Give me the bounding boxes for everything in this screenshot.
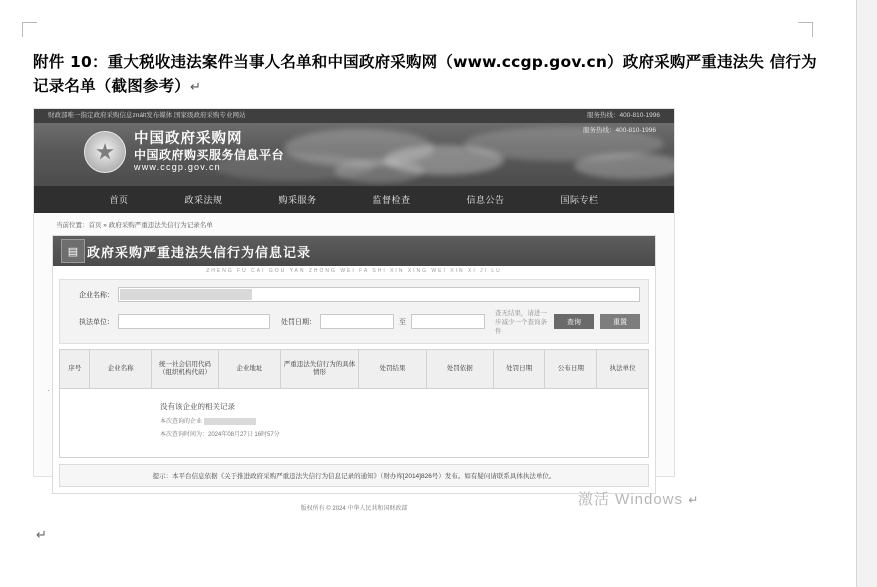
nav-item-regulations[interactable]: 政采法规	[184, 195, 223, 205]
column-penalty-basis: 处罚依据	[426, 350, 493, 389]
paragraph-mark-icon: ↵	[190, 80, 202, 95]
search-form	[59, 279, 649, 344]
column-index: 序号	[60, 350, 90, 389]
nav-item-international[interactable]: 国际专栏	[560, 195, 599, 205]
document-title-line2: 信行为记录名单（截图参考）	[33, 53, 817, 95]
penalty-date-label: 处罚日期：	[281, 318, 316, 326]
search-hint: 查无结果，请进一步减少一个查询条件	[495, 310, 547, 335]
page-corner-top-right	[798, 22, 813, 37]
panel-subtitle-pinyin: ZHENG FU CAI GOU YAN ZHONG WEI FA SHI XIN XING WEI XIN XI JI LU	[53, 266, 655, 274]
page-outside-area	[857, 0, 877, 587]
nav-item-services[interactable]: 购采服务	[278, 195, 317, 205]
table-empty-row	[60, 389, 649, 458]
margin-mark: ·	[47, 385, 50, 395]
breadcrumb: 当前位置：首页 » 政府采购严重违法失信行为记录名单	[56, 222, 213, 229]
empty-state-message: 没有该企业的相关记录	[160, 402, 235, 411]
redaction-block	[204, 418, 256, 425]
penalty-date-start-input[interactable]	[320, 314, 394, 329]
penalty-date-end-input[interactable]	[411, 314, 485, 329]
page-title	[33, 50, 823, 100]
column-penalty-result: 处罚结果	[359, 350, 426, 389]
site-url: www.ccgp.gov.cn	[134, 162, 221, 173]
results-table	[59, 349, 649, 458]
column-penalty-date: 处罚日期	[493, 350, 545, 389]
page-edge	[856, 0, 857, 587]
banner-hotline: 服务热线：400-810-1996	[583, 127, 656, 134]
topbar-left-text: 财政部唯一指定政府采购信息znált发布媒体 国家级政府采购专业网站	[48, 112, 246, 119]
notice-tip: 提示：本平台信息依据《关于推进政府采购严重违法失信行为信息记录的通知》（财办库[2014]826号）发布。如有疑问请联系具体执法单位。	[59, 464, 649, 487]
page-corner-top-left	[22, 22, 37, 37]
paragraph-mark-icon: ↵	[688, 493, 700, 507]
site-footer-copyright: 版权所有 © 2024 中华人民共和国财政部	[300, 506, 408, 512]
column-enforcement-unit: 执法单位	[597, 350, 649, 389]
column-company-name: 企业名称	[90, 350, 151, 389]
empty-state-company-prefix: 本次查询的企业	[160, 419, 203, 425]
site-banner	[34, 123, 674, 186]
reset-button[interactable]: 重置	[600, 314, 640, 329]
company-name-input[interactable]	[118, 287, 640, 302]
column-publish-date: 公布日期	[545, 350, 597, 389]
empty-state-cell	[60, 389, 649, 458]
record-panel	[52, 235, 656, 494]
empty-state-company-line	[160, 416, 648, 425]
site-name: 中国政府采购网	[134, 131, 243, 148]
paragraph-mark-icon: ↵	[36, 527, 47, 542]
unit-and-date-row	[68, 308, 640, 335]
site-subname: 中国政府购买服务信息平台	[134, 148, 285, 163]
enforcement-unit-label: 执法单位：	[79, 318, 114, 326]
nav-item-announcements[interactable]: 信息公告	[466, 195, 505, 205]
site-brand[interactable]	[84, 131, 284, 173]
redaction-block	[120, 289, 252, 300]
nav-item-home[interactable]: 首页	[109, 195, 129, 205]
site-navigation	[34, 186, 674, 213]
watermark-text: 激活 Windows	[578, 491, 684, 508]
national-emblem-icon	[84, 131, 126, 173]
record-book-icon: ▤	[61, 239, 85, 263]
column-credit-code: 统一社会信用代码（组织机构代码）	[151, 350, 218, 389]
panel-title: 政府采购严重违法失信行为信息记录	[87, 244, 312, 260]
company-name-row	[68, 287, 640, 302]
column-company-address: 企业地址	[219, 350, 280, 389]
table-header-row	[60, 350, 649, 389]
search-button[interactable]: 查询	[554, 314, 594, 329]
document-title-line1: 附件 10：重大税收违法案件当事人名单和中国政府采购网（www.ccgp.gov.cn）政府采购严重违法失	[33, 53, 765, 71]
cloud-decoration-icon	[574, 153, 684, 179]
service-hotline: 服务热线：400-810-1996	[587, 112, 660, 119]
site-brand-text	[134, 131, 284, 173]
site-topbar	[34, 109, 674, 123]
panel-header	[53, 236, 655, 266]
column-violation-detail: 严重违法失信行为的具体情形	[280, 350, 359, 389]
activate-windows-watermark	[578, 488, 699, 509]
nav-item-supervision[interactable]: 监督检查	[372, 195, 411, 205]
date-range-separator: 至	[399, 318, 406, 326]
empty-state-timestamp: 本次查询时间为：2024年08月27日 16时57分	[160, 432, 280, 438]
company-name-label: 企业名称：	[79, 291, 114, 299]
enforcement-unit-input[interactable]	[118, 314, 270, 329]
